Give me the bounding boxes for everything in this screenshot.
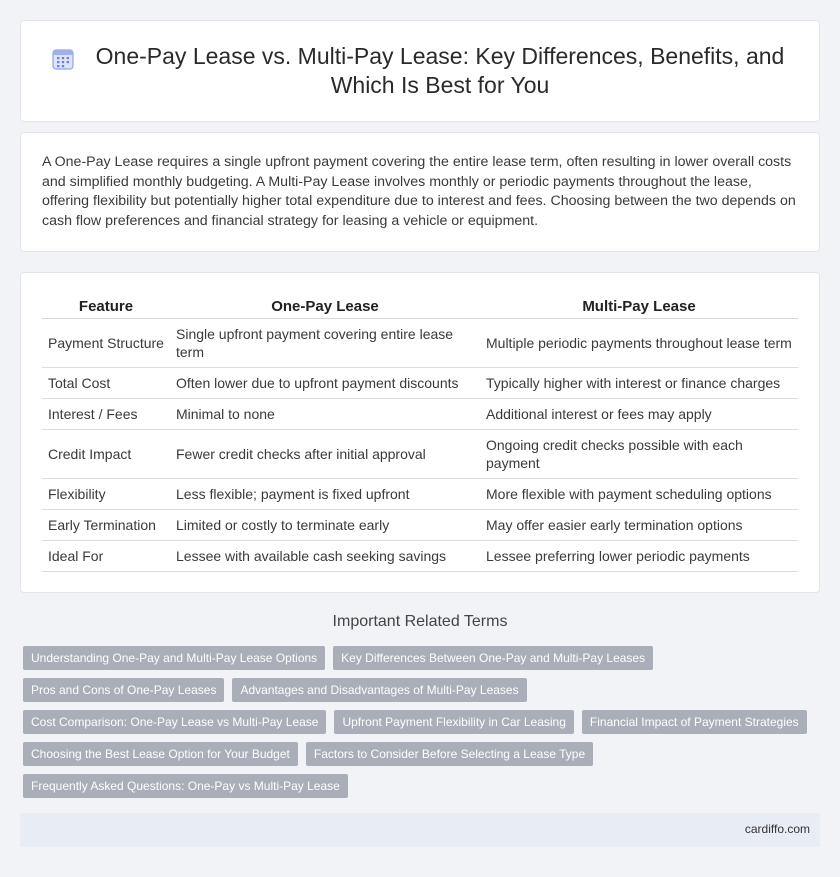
related-term-link[interactable]: Factors to Consider Before Selecting a Lease Type	[306, 742, 593, 766]
table-cell-multi-pay: Additional interest or fees may apply	[480, 398, 798, 429]
intro-card	[20, 132, 820, 252]
intro-paragraph: A One-Pay Lease requires a single upfront payment covering the entire lease term, often resulting in lower overall costs and simplified monthly budgeting. A Multi-Pay Lease involves monthly or periodic payments throughout the lease, offering flexibility but potentially higher total expenditure due to interest and fees. Choosing between the two depends on cash flow preferences and financial strategy for leasing a vehicle or equipment.	[42, 154, 796, 229]
table-cell-one-pay: Single upfront payment covering entire lease term	[170, 318, 480, 367]
table-cell-one-pay: Fewer credit checks after initial approval	[170, 429, 480, 478]
column-header-feature: Feature	[42, 296, 170, 318]
table-cell-one-pay: Less flexible; payment is fixed upfront	[170, 478, 480, 509]
related-terms-list	[23, 646, 823, 806]
table-cell-multi-pay: More flexible with payment scheduling options	[480, 478, 798, 509]
related-term-link[interactable]: Frequently Asked Questions: One-Pay vs Multi-Pay Lease	[23, 774, 348, 798]
table-cell-multi-pay: Multiple periodic payments throughout lease term	[480, 318, 798, 367]
table-row	[42, 509, 798, 540]
related-term-link[interactable]: Key Differences Between One-Pay and Multi-Pay Leases	[333, 646, 653, 670]
table-cell-feature: Credit Impact	[42, 429, 170, 478]
table-cell-multi-pay: Lessee preferring lower periodic payments	[480, 540, 798, 571]
table-cell-multi-pay: Typically higher with interest or finance charges	[480, 367, 798, 398]
table-cell-one-pay: Often lower due to upfront payment discounts	[170, 367, 480, 398]
table-cell-feature: Total Cost	[42, 367, 170, 398]
related-term-link[interactable]: Understanding One-Pay and Multi-Pay Lease Options	[23, 646, 325, 670]
related-term-link[interactable]: Choosing the Best Lease Option for Your Budget	[23, 742, 298, 766]
related-term-link[interactable]: Cost Comparison: One-Pay Lease vs Multi-Pay Lease	[23, 710, 326, 734]
column-header-one-pay: One-Pay Lease	[170, 296, 480, 318]
related-term-link[interactable]: Upfront Payment Flexibility in Car Leasing	[334, 710, 573, 734]
table-row	[42, 367, 798, 398]
table-row	[42, 429, 798, 478]
table-row	[42, 540, 798, 571]
page-title: One-Pay Lease vs. Multi-Pay Lease: Key Differences, Benefits, and Which Is Best for You	[95, 43, 785, 98]
table-row	[42, 318, 798, 367]
table-cell-feature: Flexibility	[42, 478, 170, 509]
footer	[20, 813, 820, 847]
footer-site-link[interactable]: cardiffo.com	[744, 822, 810, 836]
table-cell-feature: Payment Structure	[42, 318, 170, 367]
comparison-table	[42, 296, 798, 572]
related-terms-heading: Important Related Terms	[332, 613, 508, 630]
table-row	[42, 398, 798, 429]
related-term-link[interactable]: Financial Impact of Payment Strategies	[582, 710, 807, 734]
header-card	[20, 20, 820, 122]
table-cell-feature: Early Termination	[42, 509, 170, 540]
table-header-row	[42, 296, 798, 318]
table-cell-feature: Ideal For	[42, 540, 170, 571]
table-cell-one-pay: Lessee with available cash seeking savings	[170, 540, 480, 571]
table-row	[42, 478, 798, 509]
table-cell-one-pay: Limited or costly to terminate early	[170, 509, 480, 540]
table-cell-one-pay: Minimal to none	[170, 398, 480, 429]
table-cell-feature: Interest / Fees	[42, 398, 170, 429]
table-cell-multi-pay: May offer easier early termination options	[480, 509, 798, 540]
column-header-multi-pay: Multi-Pay Lease	[480, 296, 798, 318]
table-cell-multi-pay: Ongoing credit checks possible with each payment	[480, 429, 798, 478]
related-term-link[interactable]: Pros and Cons of One-Pay Leases	[23, 678, 224, 702]
related-term-link[interactable]: Advantages and Disadvantages of Multi-Pay Leases	[232, 678, 526, 702]
comparison-table-card	[20, 272, 820, 593]
